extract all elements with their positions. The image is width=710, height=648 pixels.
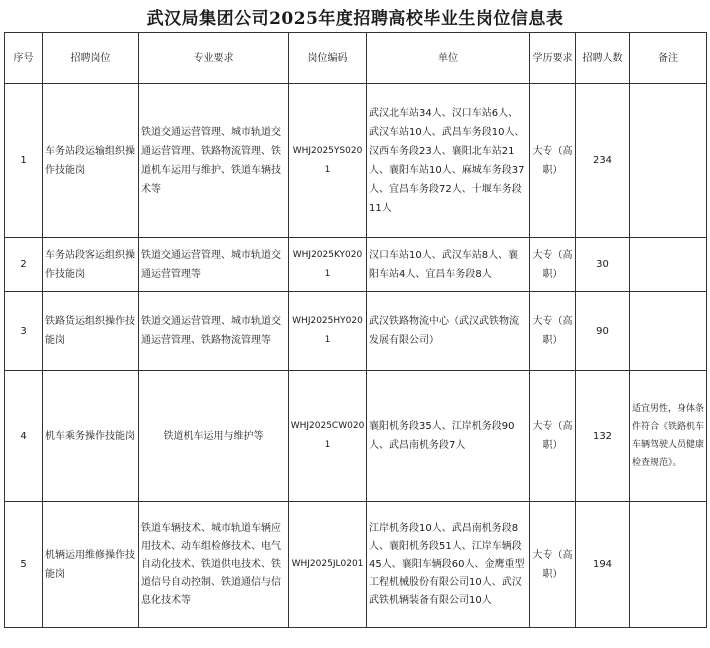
header-unit: 单位: [367, 33, 530, 84]
cell-code: WHJ2025CW0201: [289, 371, 367, 502]
cell-seq: 1: [5, 84, 43, 238]
cell-seq: 4: [5, 371, 43, 502]
header-count: 招聘人数: [576, 33, 630, 84]
cell-count: 132: [576, 371, 630, 502]
cell-remark: [630, 84, 707, 238]
cell-position: 铁路货运组织操作技能岗: [43, 292, 139, 371]
cell-education: 大专（高职）: [530, 238, 576, 292]
cell-remark: [630, 238, 707, 292]
header-remark: 备注: [630, 33, 707, 84]
cell-code: WHJ2025YS0201: [289, 84, 367, 238]
cell-major: 铁道交通运营管理、城市轨道交通运营管理等: [139, 238, 289, 292]
cell-education: 大专（高职）: [530, 502, 576, 628]
table-row: [5, 84, 707, 238]
cell-major: 铁道交通运营管理、城市轨道交通运营管理、铁路物流管理等: [139, 292, 289, 371]
cell-education: 大专（高职）: [530, 84, 576, 238]
cell-position: 车务站段运输组织操作技能岗: [43, 84, 139, 238]
cell-education: 大专（高职）: [530, 371, 576, 502]
header-code: 岗位编码: [289, 33, 367, 84]
cell-remark: [630, 502, 707, 628]
cell-position: 机辆运用维修操作技能岗: [43, 502, 139, 628]
cell-code: WHJ2025KY0201: [289, 238, 367, 292]
cell-seq: 5: [5, 502, 43, 628]
cell-count: 30: [576, 238, 630, 292]
cell-position: 机车乘务操作技能岗: [43, 371, 139, 502]
header-seq: 序号: [5, 33, 43, 84]
cell-remark: [630, 292, 707, 371]
cell-unit: 襄阳机务段35人、江岸机务段90人、武昌南机务段7人: [367, 371, 530, 502]
header-education: 学历要求: [530, 33, 576, 84]
cell-major: 铁道机车运用与维护等: [139, 371, 289, 502]
cell-code: WHJ2025HY0201: [289, 292, 367, 371]
job-table: [4, 32, 707, 628]
document-title: 武汉局集团公司2025年度招聘高校毕业生岗位信息表: [146, 9, 564, 29]
table-row: [5, 371, 707, 502]
cell-seq: 3: [5, 292, 43, 371]
cell-major: 铁道交通运营管理、城市轨道交通运营管理、铁路物流管理、铁道机车运用与维护、铁道车辆技术等: [139, 84, 289, 238]
table-row: [5, 238, 707, 292]
header-position: 招聘岗位: [43, 33, 139, 84]
cell-unit: 江岸机务段10人、武昌南机务段8人、襄阳机务段51人、江岸车辆段45人、襄阳车辆段60人、金鹰重型工程机械股份有限公司10人、武汉武铁机辆装备有限公司10人: [367, 502, 530, 628]
cell-count: 234: [576, 84, 630, 238]
table-row: [5, 292, 707, 371]
cell-count: 194: [576, 502, 630, 628]
cell-major: 铁道车辆技术、城市轨道车辆应用技术、动车组检修技术、电气自动化技术、铁道供电技术、铁道信号自动控制、铁道通信与信息化技术等: [139, 502, 289, 628]
cell-unit: 武汉北车站34人、汉口车站6人、武汉车站10人、武昌车务段10人、汉西车务段23人、襄阳北车站21人、襄阳车站10人、麻城车务段37人、宜昌车务段72人、十堰车务段11人: [367, 84, 530, 238]
cell-count: 90: [576, 292, 630, 371]
cell-unit: 汉口车站10人、武汉车站8人、襄阳车站4人、宜昌车务段8人: [367, 238, 530, 292]
header-major: 专业要求: [139, 33, 289, 84]
cell-education: 大专（高职）: [530, 292, 576, 371]
table-row: [5, 502, 707, 628]
cell-seq: 2: [5, 238, 43, 292]
cell-code: WHJ2025JL0201: [289, 502, 367, 628]
cell-position: 车务站段客运组织操作技能岗: [43, 238, 139, 292]
cell-remark: 适宜男性，身体条件符合《铁路机车车辆驾驶人员健康检查规范》。: [630, 371, 707, 502]
header-row: [5, 33, 707, 84]
cell-unit: 武汉铁路物流中心（武汉武铁物流发展有限公司）: [367, 292, 530, 371]
